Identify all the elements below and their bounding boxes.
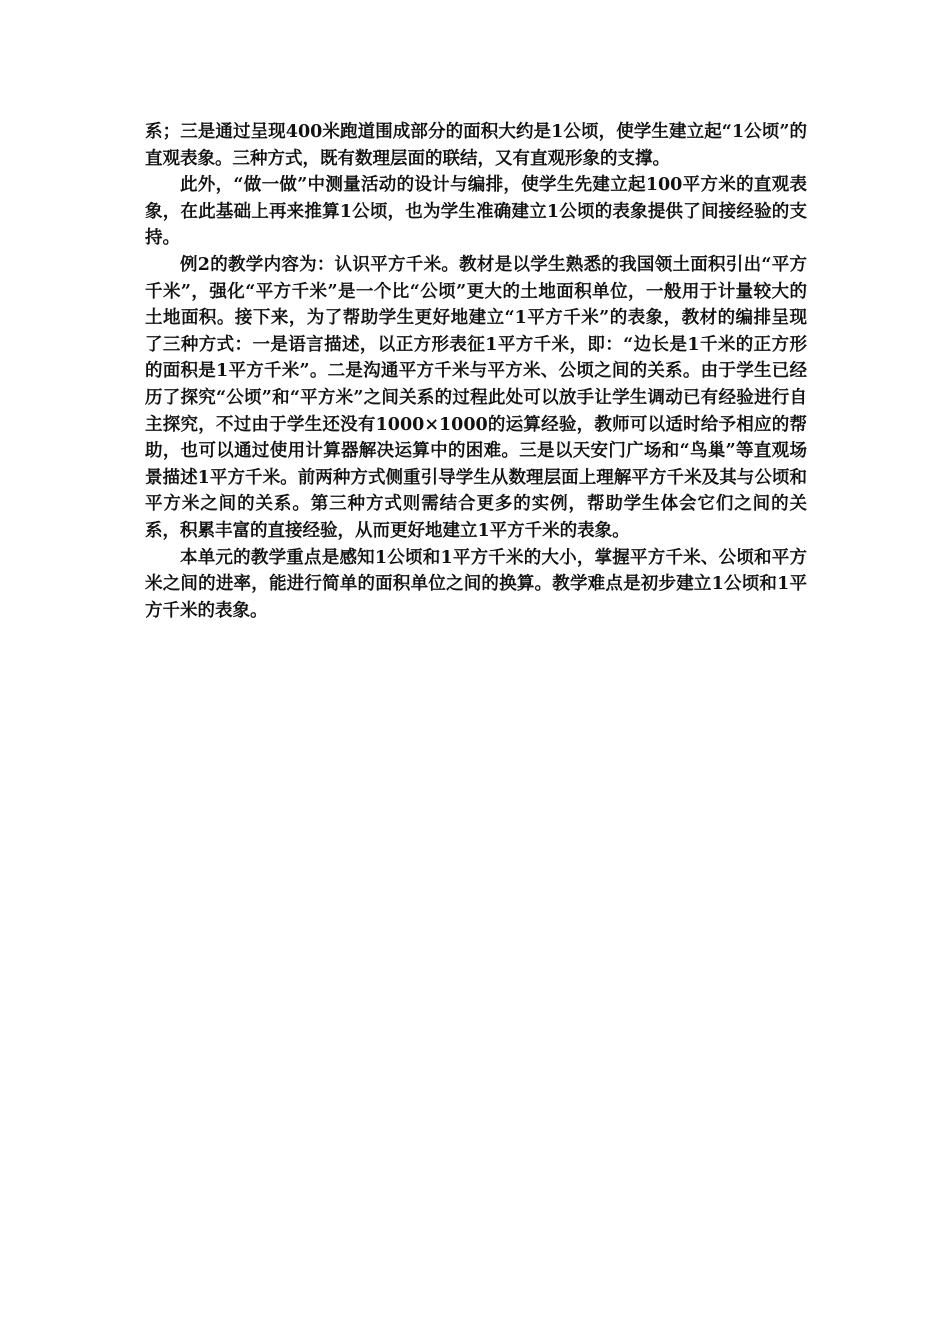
paragraph-2: 此外，“做一做”中测量活动的设计与编排，使学生先建立起100平方米的直观表象，在此基础上再来推算1公顷，也为学生准确建立1公顷的表象提供了间接经验的支持。 (145, 175, 807, 249)
paragraph-3: 例2的教学内容为：认识平方千米。教材是以学生熟悉的我国领土面积引出“平方千米”，强化“平方千米”是一个比“公顷”更大的土地面积单位，一般用于计量较大的土地面积。接下来，为了帮助学生更好地建立“1平方千米”的表象，教材的编排呈现了三种方式：一是语言描述，以正方形表征1平方千米，即：“边长是1千米的正方形的面积是1平方千米”。二是沟通平方千米与平方米、公顷之间的关系。由于学生已经历了探究“公顷”和“平方米”之间关系的过程此处可以放手让学生调动已有经验进行自主探究，不过由于学生还没有1000×1000的运算经验，教师可以适时给予相应的帮助，也可以通过使用计算器解决运算中的困难。三是以天安门广场和“鸟巢”等直观场景描述1平方千米。前两种方式侧重引导学生从数理层面上理解平方千米及其与公顷和平方米之间的关系。第三种方式则需结合更多的实例，帮助学生体会它们之间的关系，积累丰富的直接经验，从而更好地建立1平方千米的表象。 (145, 254, 807, 541)
paragraph-4: 本单元的教学重点是感知1公顷和1平方千米的大小，掌握平方千米、公顷和平方米之间的进率，能进行简单的面积单位之间的换算。教学难点是初步建立1公顷和1平方千米的表象。 (145, 547, 807, 621)
document-body (145, 119, 807, 624)
paragraph-1: 系；三是通过呈现400米跑道围成部分的面积大约是1公顷，使学生建立起“1公顷”的直观表象。三种方式，既有数理层面的联结，又有直观形象的支撑。 (145, 122, 807, 169)
